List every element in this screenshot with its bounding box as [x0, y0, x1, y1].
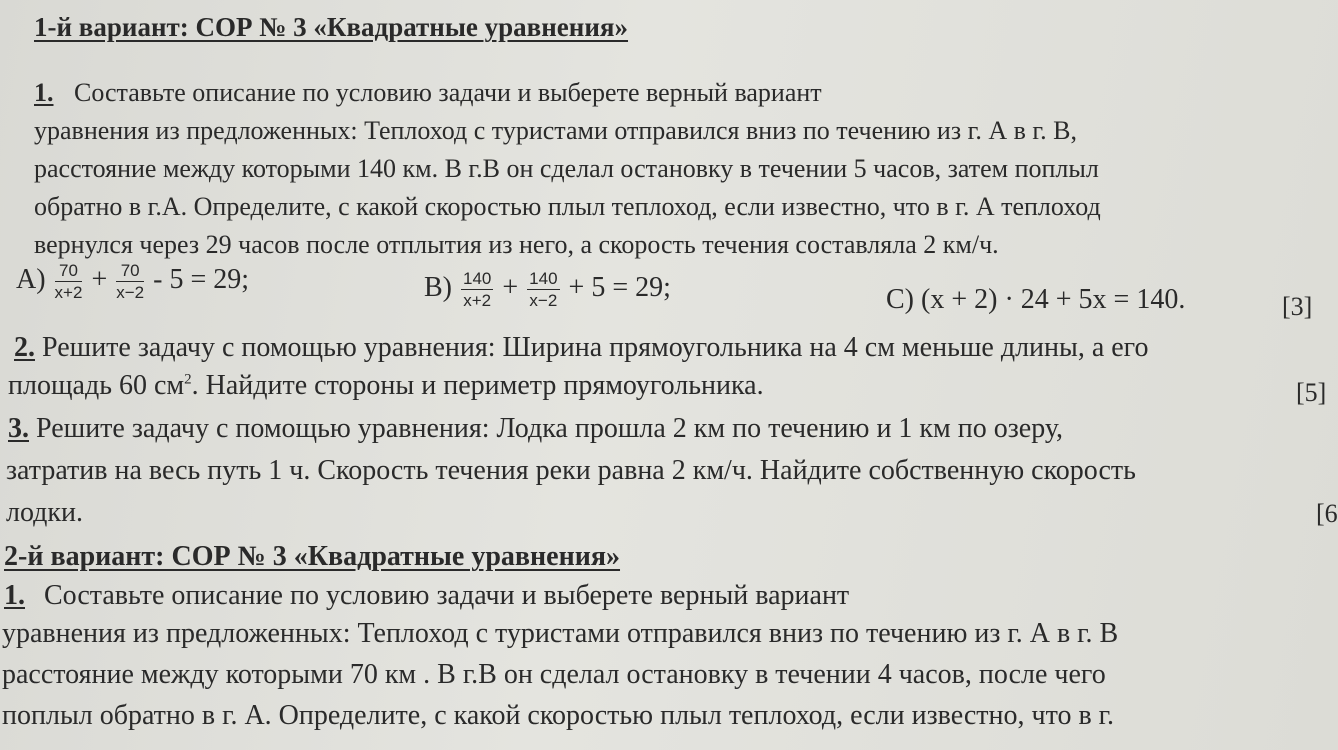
v1-q3-number: 3.: [8, 413, 29, 444]
v1-q3-text-1: Решите задачу с помощью уравнения: Лодка прошла 2 км по течению и 1 км по озеру,: [36, 413, 1064, 444]
variant2-title: 2-й вариант: СОР № 3 «Квадратные уравнения»: [4, 541, 621, 572]
option-b-tail: + 5 = 29;: [568, 271, 671, 303]
v2-q1-line1: [4, 582, 849, 610]
v2-q1-number: 1.: [4, 580, 25, 611]
v1-q1-text-2: уравнения из предложенных: Теплоход с туристами отправился вниз по течению из г. А в г. В,: [34, 116, 1077, 145]
option-c-label: С): [886, 284, 914, 315]
v1-q3-points: [6: [1316, 499, 1338, 528]
v1-q1-text-3: расстояние между которыми 140 км. В г.В он сделал остановку в течении 5 часов, затем поплыл: [34, 154, 1099, 183]
option-b-fraction-1: $\frac{140}{x+2}$: [463, 269, 492, 310]
v1-q2-text-1: Решите задачу с помощью уравнения: Ширина прямоугольника на 4 см меньше длины, а его: [42, 332, 1149, 363]
option-b-fraction-2: $\frac{140}{x-2}$: [529, 269, 558, 310]
v1-q1-points: [3]: [1282, 292, 1313, 321]
v1-q1-line1: [34, 80, 822, 106]
option-b-label: В): [424, 271, 452, 303]
v1-q2-line1: [14, 334, 1148, 362]
option-c-expression: (x + 2) · 24 + 5x = 140.: [921, 284, 1186, 315]
v1-q1-text-4: обратно в г.А. Определите, с какой скоростью плыл теплоход, если известно, что в г. А теплоход: [34, 192, 1101, 221]
v1-q1-text-1: Составьте описание по условию задачи и выберете верный вариант: [74, 78, 822, 107]
v1-q1-option-c: [886, 286, 1185, 314]
variant1-title: 1-й вариант: СОР № 3 «Квадратные уравнения»: [34, 12, 629, 42]
v1-q1-number: 1.: [34, 78, 54, 107]
v1-q2-text-2a: площадь 60 см: [8, 370, 185, 401]
v1-q2-text-2b: . Найдите стороны и периметр прямоугольника.: [191, 370, 764, 401]
v1-q2-number: 2.: [14, 332, 35, 363]
v1-q3-line1: [8, 415, 1063, 443]
v1-q1-option-b: [424, 270, 671, 309]
v1-q3-text-3: лодки.: [6, 497, 83, 528]
option-b-plus: +: [502, 271, 519, 303]
v2-q1-text-4: поплыл обратно в г. А. Определите, с какой скоростью плыл теплоход, если известно, что в г.: [2, 700, 1115, 731]
option-a-plus: +: [91, 263, 108, 295]
option-a-fraction-2: $\frac{70}{x-2}$: [116, 261, 145, 302]
v1-q1-option-a: [16, 262, 249, 301]
v2-q1-text-3: расстояние между которыми 70 км . В г.В он сделал остановку в течении 4 часов, после чего: [2, 659, 1106, 690]
option-a-fraction-1: $\frac{70}{x+2}$: [54, 261, 83, 302]
option-a-label: А): [16, 263, 46, 295]
v1-q2-line2: [8, 372, 764, 400]
v2-q1-text-1: Составьте описание по условию задачи и выберете верный вариант: [44, 580, 850, 611]
v2-q1-text-2: уравнения из предложенных: Теплоход с туристами отправился вниз по течению из г. А в г. В: [2, 618, 1119, 649]
option-a-tail: - 5 = 29;: [153, 263, 250, 295]
v1-q2-superscript: 2: [184, 371, 192, 388]
v1-q1-text-5: вернулся через 29 часов после отплытия из него, а скорость течения составляла 2 км/ч.: [34, 230, 999, 259]
v1-q2-points: [5]: [1296, 378, 1327, 407]
v1-q3-text-2: затратив на весь путь 1 ч. Скорость течения реки равна 2 км/ч. Найдите собственную скорость: [6, 455, 1136, 486]
